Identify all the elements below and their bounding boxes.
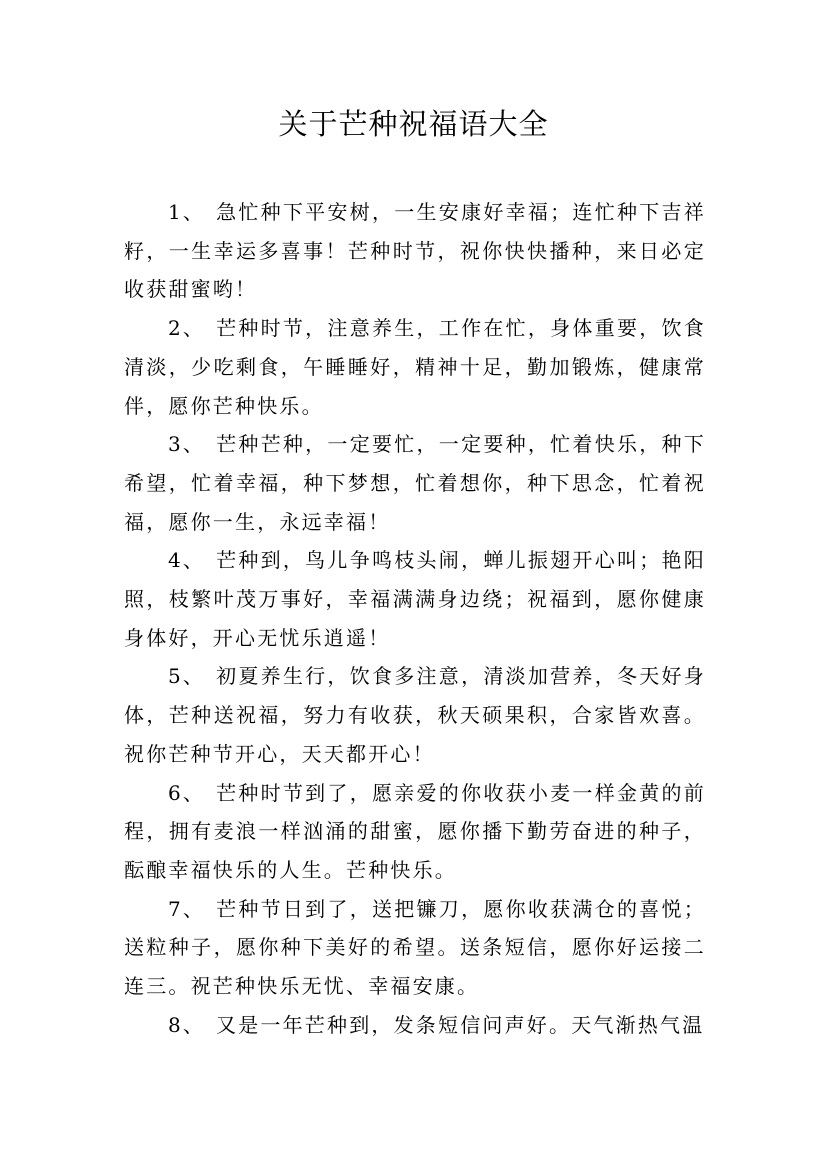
paragraph-number: 8、: [168, 1012, 206, 1037]
paragraph-text: 急忙种下平安树，一生安康好幸福；连忙种下吉祥籽，一生幸运多喜事！芒种时节，祝你快快播种，来日必定收获甜蜜哟！: [124, 200, 706, 302]
document-title: 关于芒种祝福语大全: [278, 107, 549, 141]
paragraph-number: 1、: [168, 200, 206, 224]
paragraph-4: [124, 541, 706, 657]
paragraph-7: [124, 890, 706, 1006]
paragraph-text: 芒种到，鸟儿争鸣枝头闹，蝉儿振翅开心叫；艳阳照，枝繁叶茂万事好，幸福满满身边绕；祝福到，愿你健康身体好，开心无忧乐逍遥！: [124, 548, 706, 650]
paragraph-3: [124, 425, 706, 541]
paragraph-number: 3、: [168, 432, 206, 457]
paragraph-1: [124, 193, 706, 309]
paragraph-text: 芒种时节，注意养生，工作在忙，身体重要，饮食清淡，少吃剩食，午睡睡好，精神十足，勤加锻炼，健康常伴，愿你芒种快乐。: [124, 316, 706, 418]
paragraph-8: [124, 1006, 706, 1045]
document-body: [124, 193, 706, 1044]
paragraph-number: 6、: [168, 780, 206, 805]
paragraph-number: 4、: [168, 548, 206, 573]
paragraph-number: 2、: [168, 316, 206, 341]
paragraph-text: 初夏养生行，饮食多注意，清淡加营养，冬天好身体，芒种送祝福，努力有收获，秋天硕果积，合家皆欢喜。祝你芒种节开心，天天都开心！: [124, 664, 706, 766]
paragraph-5: [124, 657, 706, 773]
paragraph-text: 芒种芒种，一定要忙，一定要种，忙着快乐，种下希望，忙着幸福，种下梦想，忙着想你，种下思念，忙着祝福，愿你一生，永远幸福！: [124, 432, 706, 534]
paragraph-number: 5、: [168, 664, 206, 689]
paragraph-number: 7、: [168, 896, 206, 921]
paragraph-6: [124, 774, 706, 890]
paragraph-text: 芒种节日到了，送把镰刀，愿你收获满仓的喜悦；送粒种子，愿你种下美好的希望。送条短信，愿你好运接二连三。祝芒种快乐无忧、幸福安康。: [124, 896, 706, 999]
paragraph-2: [124, 309, 706, 425]
paragraph-text: 又是一年芒种到，发条短信问声好。天气渐热气温: [216, 1012, 705, 1037]
paragraph-text: 芒种时节到了，愿亲爱的你收获小麦一样金黄的前程，拥有麦浪一样汹涌的甜蜜，愿你播下勤劳奋进的种子，酝酿幸福快乐的人生。芒种快乐。: [124, 780, 706, 882]
